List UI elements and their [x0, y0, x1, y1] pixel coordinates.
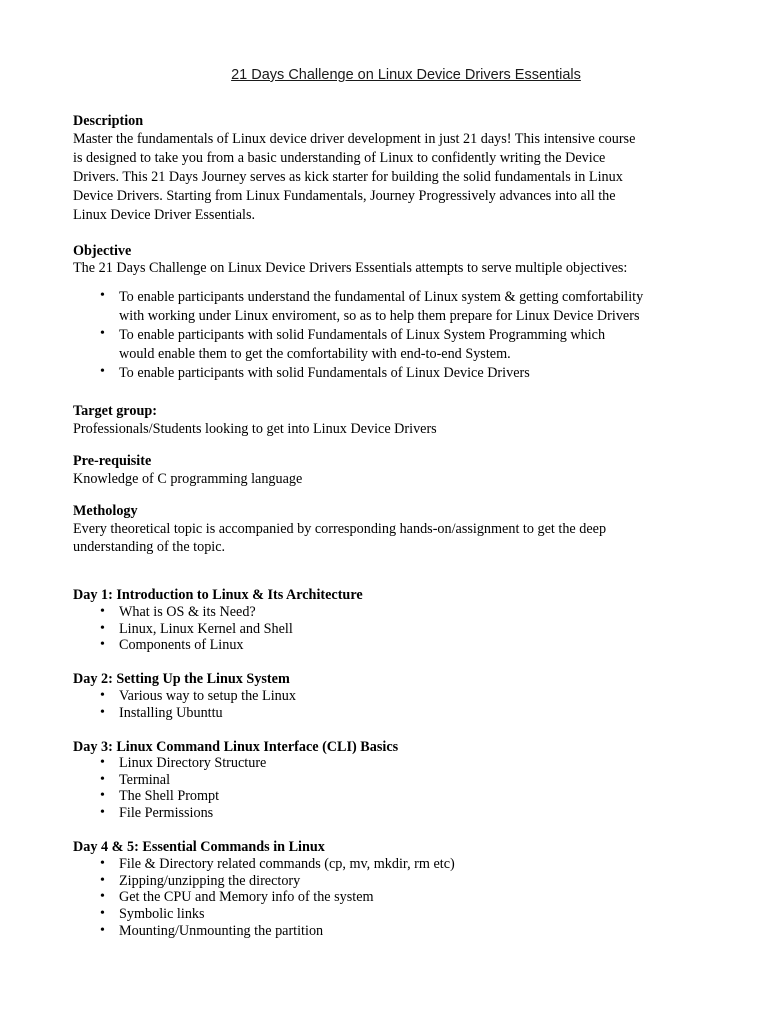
bullet-icon: •	[100, 856, 105, 871]
prerequisite-line: Knowledge of C programming language	[73, 471, 303, 487]
objective-list	[73, 288, 643, 383]
list-item-text: Get the CPU and Memory info of the system	[119, 889, 374, 906]
list-item-text: What is OS & its Need?	[119, 604, 256, 620]
list-item	[73, 788, 266, 805]
description-line: Linux Device Driver Essentials.	[73, 207, 256, 223]
list-item	[73, 637, 293, 654]
bullet-icon: •	[100, 771, 105, 787]
prerequisite-text	[73, 470, 713, 489]
day-2-list	[73, 688, 296, 721]
bullet-icon: •	[100, 604, 105, 619]
list-item-text: Mounting/Unmounting the partition	[119, 922, 324, 939]
list-item	[73, 923, 455, 940]
list-item-text: Various way to setup the Linux	[119, 688, 296, 704]
target-group-line: Professionals/Students looking to get into Linux Device Drivers	[73, 421, 437, 437]
list-item-text: Installing Ubunttu	[119, 704, 223, 721]
description-paragraph	[73, 130, 713, 225]
list-item-text: To enable participants with solid Fundamentals of Linux System Programming which	[119, 327, 606, 343]
bullet-icon: •	[100, 620, 105, 636]
list-item-text: Components of Linux	[119, 637, 244, 654]
list-item-text: would enable them to get the comfortability with end-to-end System.	[119, 346, 511, 362]
list-item-text: Zipping/unzipping the directory	[119, 872, 301, 889]
objective-heading: Objective	[73, 243, 132, 259]
list-item	[73, 889, 455, 906]
description-line: Drivers. This 21 Days Journey serves as kick starter for building the solid fundamentals in Linux	[73, 169, 623, 185]
list-item-text: Linux Directory Structure	[119, 755, 267, 771]
bullet-icon: •	[100, 906, 105, 922]
list-item	[73, 621, 293, 638]
list-item-text: Terminal	[119, 771, 171, 788]
list-item	[73, 856, 455, 873]
list-item-text: To enable participants understand the fundamental of Linux system & getting comfortability	[119, 289, 644, 305]
bullet-icon: •	[100, 805, 105, 821]
methodology-line: understanding of the topic.	[73, 538, 226, 555]
methodology-line: Every theoretical topic is accompanied by corresponding hands-on/assignment to get the deep	[73, 521, 607, 537]
prerequisite-heading: Pre-requisite	[73, 453, 152, 469]
list-item	[73, 604, 293, 621]
methodology-paragraph	[73, 521, 713, 556]
bullet-icon: •	[100, 755, 105, 770]
bullet-icon: •	[100, 364, 105, 379]
list-item	[73, 805, 266, 822]
day-3-list	[73, 755, 266, 822]
target-group-heading: Target group:	[73, 403, 157, 419]
bullet-icon: •	[100, 637, 105, 653]
list-item-text: with working under Linux enviroment, so as to help them prepare for Linux Device Drivers	[119, 308, 640, 324]
list-item-text: The Shell Prompt	[119, 788, 220, 805]
day-2-heading: Day 2: Setting Up the Linux System	[73, 671, 290, 687]
bullet-icon: •	[100, 872, 105, 888]
day-4-5-list	[73, 856, 455, 939]
description-line: is designed to take you from a basic understanding of Linux to confidently writing the Device	[73, 150, 606, 166]
bullet-icon: •	[100, 288, 105, 303]
bullet-icon: •	[100, 922, 105, 938]
methodology-heading: Methology	[73, 503, 138, 519]
description-line: Master the fundamentals of Linux device driver development in just 21 days! This intensive course	[73, 131, 636, 147]
day-4-5-heading: Day 4 & 5: Essential Commands in Linux	[73, 839, 325, 855]
list-item-text: To enable participants with solid Fundamentals of Linux Device Drivers	[119, 365, 530, 381]
list-item	[73, 326, 643, 364]
bullet-icon: •	[100, 326, 105, 341]
list-item-text: Symbolic links	[119, 906, 205, 923]
description-heading: Description	[73, 113, 144, 129]
bullet-icon: •	[100, 688, 105, 703]
list-item	[73, 772, 266, 789]
list-item-text: Linux, Linux Kernel and Shell	[119, 620, 293, 637]
bullet-icon: •	[100, 704, 105, 720]
target-group-text	[73, 420, 713, 439]
list-item	[73, 288, 643, 326]
objective-intro-line: The 21 Days Challenge on Linux Device Drivers Essentials attempts to serve multiple objectives:	[73, 260, 628, 276]
list-item	[73, 755, 266, 772]
day-3-heading: Day 3: Linux Command Linux Interface (CLI) Basics	[73, 739, 399, 755]
bullet-icon: •	[100, 788, 105, 804]
list-item-text: File & Directory related commands (cp, mv, mkdir, rm etc)	[119, 856, 455, 872]
objective-intro	[73, 259, 713, 278]
description-line: Device Drivers. Starting from Linux Fundamentals, Journey Progressively advances into all the	[73, 188, 616, 204]
list-item	[73, 364, 643, 383]
list-item	[73, 906, 455, 923]
list-item-text: File Permissions	[119, 805, 214, 822]
document-title: 21 Days Challenge on Linux Device Drivers Essentials	[231, 67, 581, 83]
day-1-list	[73, 604, 293, 654]
list-item	[73, 688, 296, 705]
day-1-heading: Day 1: Introduction to Linux & Its Architecture	[73, 587, 363, 603]
bullet-icon: •	[100, 889, 105, 905]
list-item	[73, 873, 455, 890]
list-item	[73, 705, 296, 722]
